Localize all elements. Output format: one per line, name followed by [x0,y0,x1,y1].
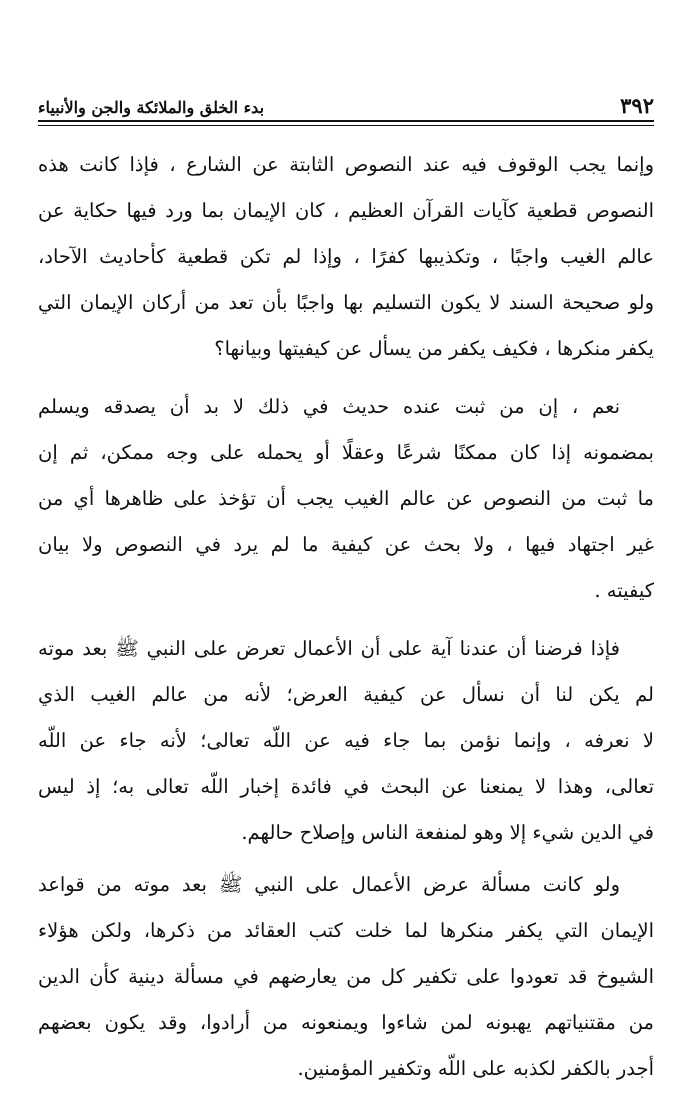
page-number: ٣٩٢ [620,93,654,118]
text-line: ولو كانت مسألة عرض الأعمال على النبي ﷺ بعد موته من قواعد [38,873,620,896]
text-line: في الدين شيء إلا وهو لمنفعة الناس وإصلاح حالهم. [241,821,654,844]
text-line: بمضمونه إذا كان ممكنًا شرعًا وعقلًا أو يحمله على وجه ممكن، ثم إن [38,441,654,464]
text-line: فإذا فرضنا أن عندنا آية على أن الأعمال تعرض على النبي ﷺ بعد موته [38,637,620,660]
paragraph-2 [38,384,654,614]
text-line: يكفر منكرها ، فكيف يكفر من يسأل عن كيفيتها وبيانها؟ [214,337,654,360]
text-line: ما ثبت من النصوص عن عالم الغيب يجب أن تؤخذ على ظاهرها أي من [38,487,654,510]
body-text [38,142,654,1092]
text-line: الشيوخ قد تعودوا على تكفير كل من يعارضهم في مسألة دينية كأن الدين [38,965,654,988]
paragraph-gap [38,372,654,384]
text-line: كيفيته . [594,579,654,602]
paragraph-gap [38,614,654,626]
text-line: أجدر بالكفر لكذبه على اللّه وتكفير المؤمنين. [297,1057,654,1080]
chapter-title: بدء الخلق والملائكة والجن والأنبياء [38,98,265,117]
text-line: النصوص قطعية كآيات القرآن العظيم ، كان الإيمان بما ورد فيها حكاية عن [38,199,654,222]
text-line: غير اجتهاد فيها ، ولا بحث عن كيفية ما لم يرد في النصوص ولا بيان [38,533,654,556]
text-line: من مقتنياتهم يهبونه لمن شاءوا ويمنعونه من أرادوا، وقد يكون بعضهم [38,1011,654,1034]
paragraph-4 [38,862,654,1092]
text-line: تعالى، وهذا لا يمنعنا عن البحث في فائدة إخبار اللّه تعالى به؛ إذ ليس [38,775,654,798]
header-rule-thick [38,120,654,122]
text-line: الإيمان التي يكفر منكرها لما خلت كتب العقائد من ذكرها، ولكن هؤلاء [38,919,654,942]
text-line: ولو صحيحة السند لا يكون التسليم بها واجبًا بأن تعد من أركان الإيمان التي [38,291,654,314]
book-page [38,0,654,1094]
paragraph-1 [38,142,654,372]
text-line: عالم الغيب واجبًا ، وتكذيبها كفرًا ، وإذا لم تكن قطعية كأحاديث الآحاد، [38,245,654,268]
text-line: وإنما يجب الوقوف فيه عند النصوص الثابتة عن الشارع ، فإذا كانت هذه [38,153,654,176]
text-line: لا نعرفه ، وإنما نؤمن بما جاء فيه عن اللّه تعالى؛ لأنه جاء عن اللّه [38,729,654,752]
running-header [38,84,654,116]
text-line: نعم ، إن من ثبت عنده حديث في ذلك لا بد أن يصدقه ويسلم [38,395,620,418]
text-line: لم يكن لنا أن نسأل عن كيفية العرض؛ لأنه من عالم الغيب الذي [38,683,654,706]
header-rule-thin [38,125,654,126]
paragraph-3 [38,626,654,856]
